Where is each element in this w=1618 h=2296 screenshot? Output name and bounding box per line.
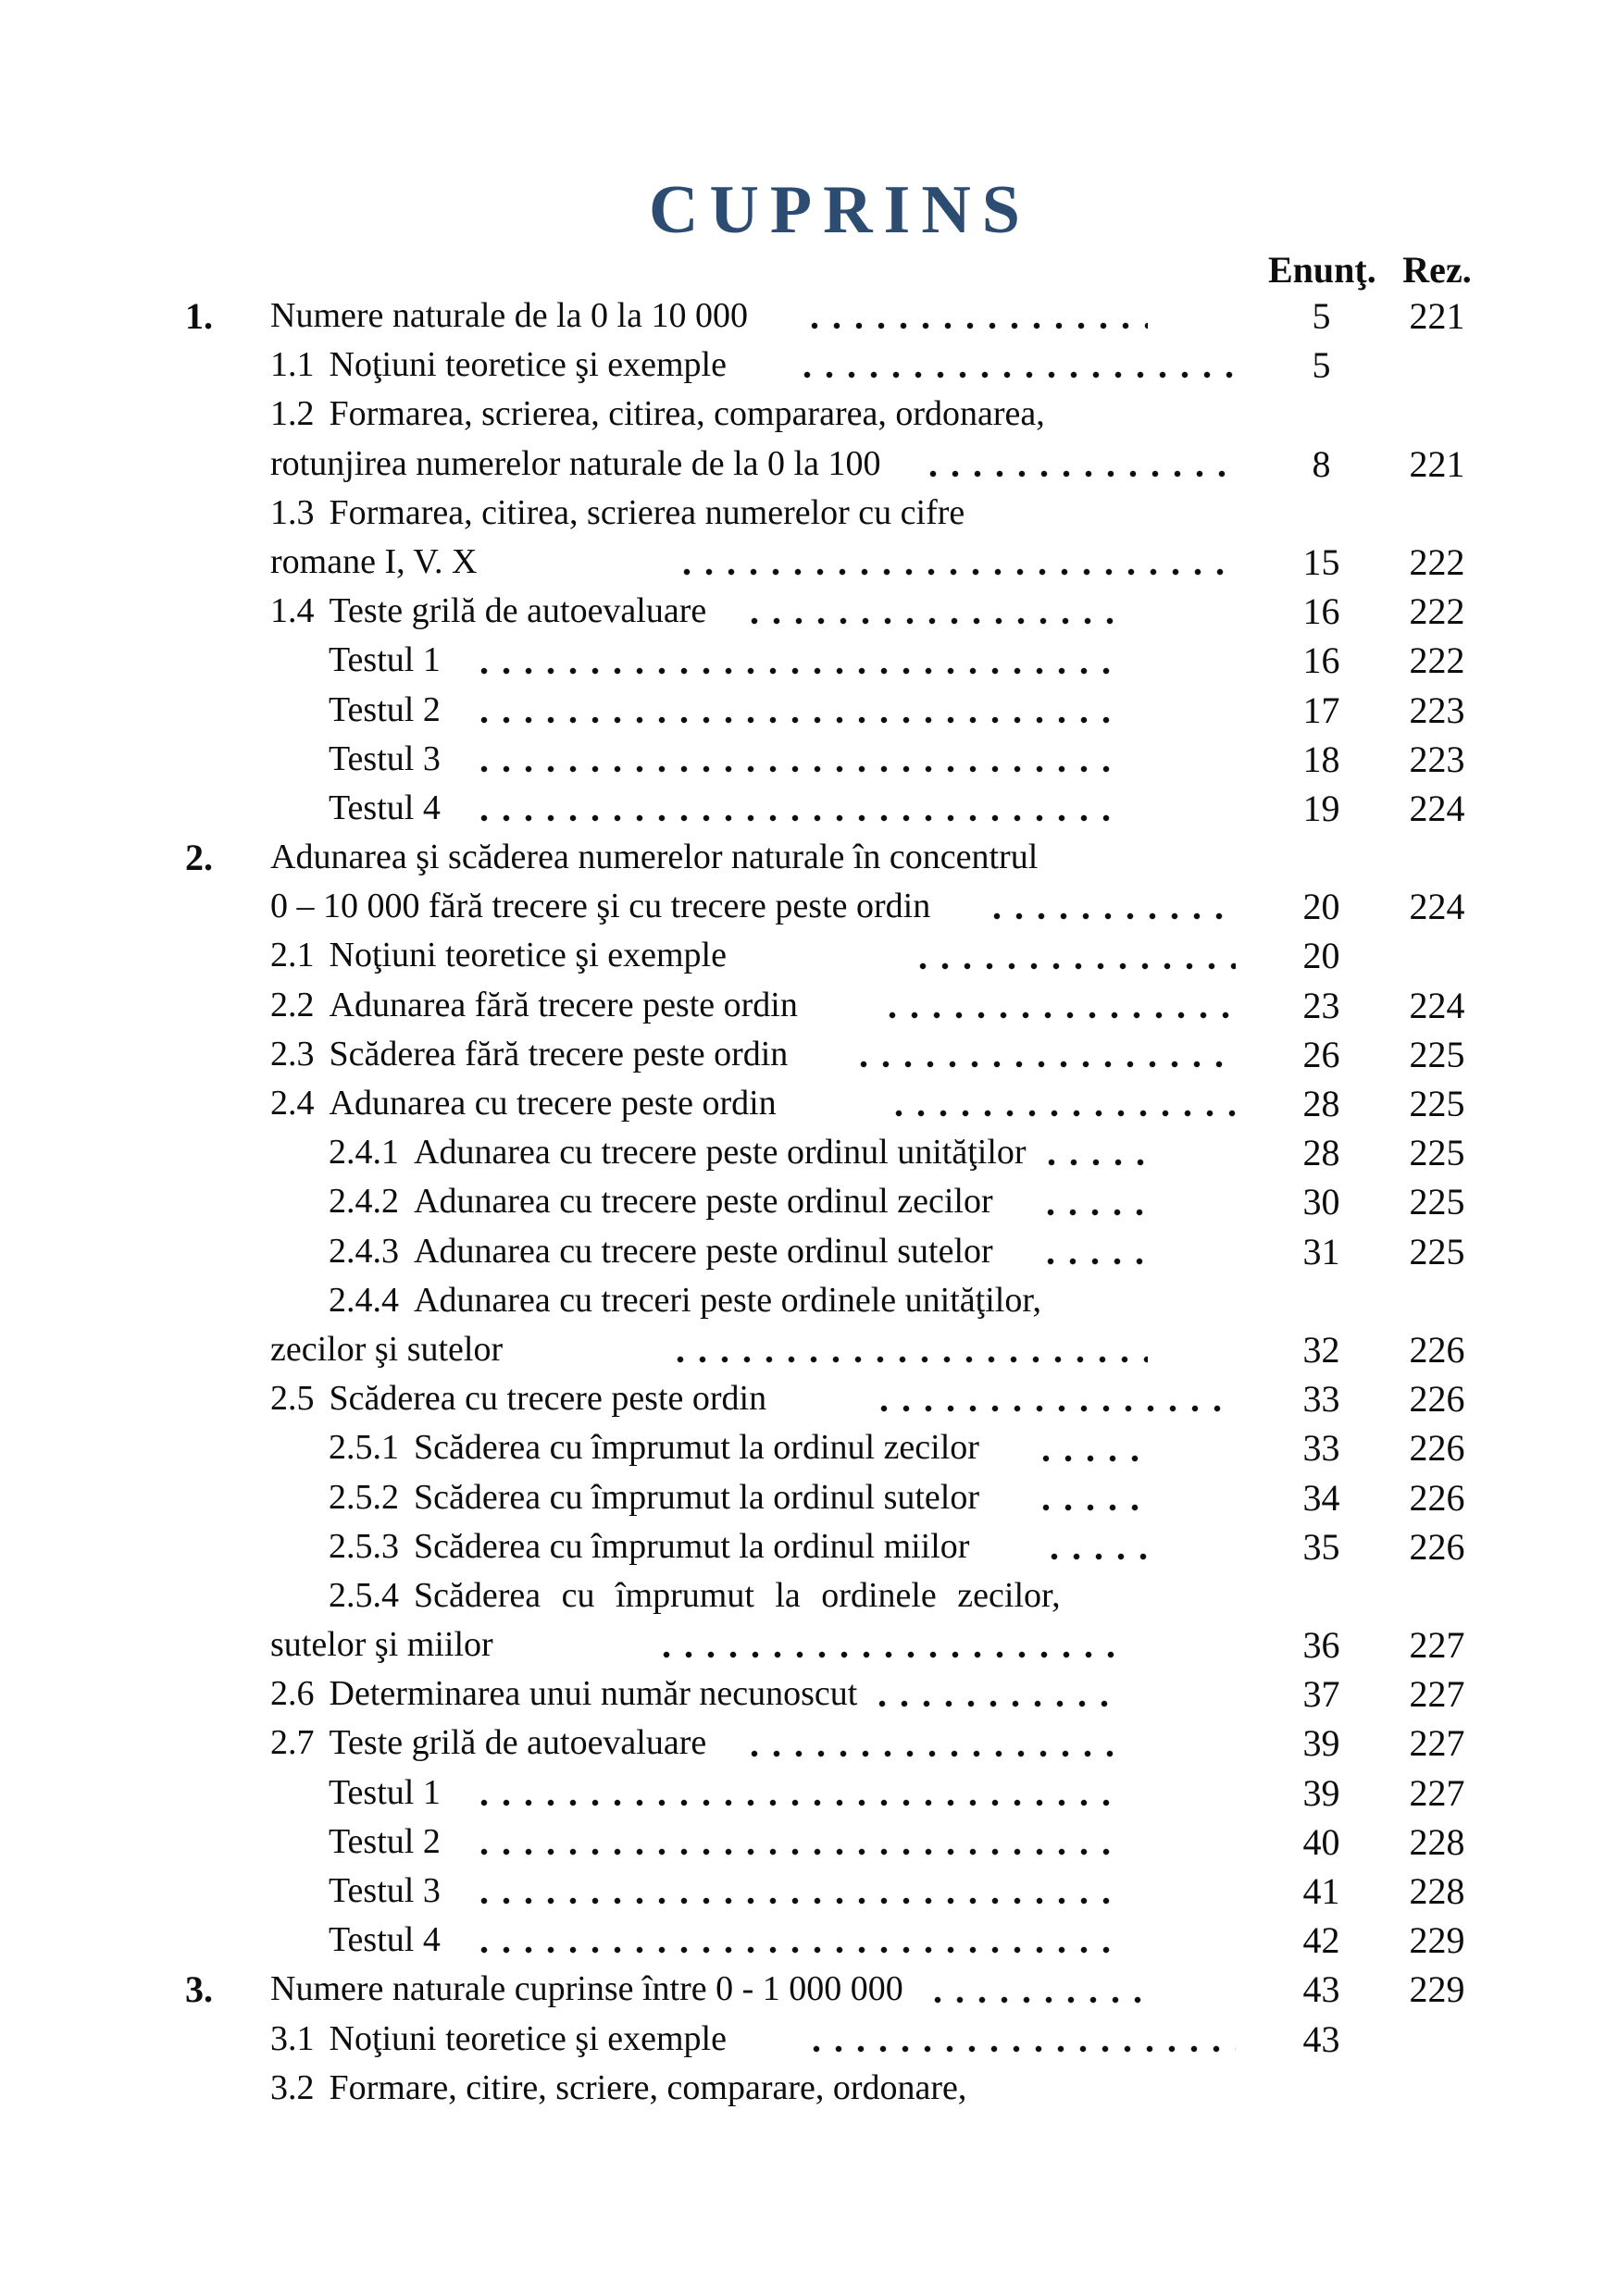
dot-leader xyxy=(1035,1453,1148,1464)
dot-leader xyxy=(873,1403,1236,1414)
chapter-number xyxy=(185,587,270,636)
entry-text: Testul 4 xyxy=(329,788,441,827)
chapter-number xyxy=(185,489,270,538)
entry-text: Testul 4 xyxy=(329,1920,441,1960)
chapter-number xyxy=(185,1916,270,1965)
entry-title-cell xyxy=(270,538,1240,587)
rez-page-number xyxy=(1379,931,1495,980)
enunt-page-number xyxy=(1268,390,1375,439)
entry-text: Testul 3 xyxy=(329,738,441,778)
entry-title-cell xyxy=(270,489,1240,538)
column-header-enunt: Enunţ. xyxy=(1268,249,1376,291)
dot-leader xyxy=(1040,1157,1148,1168)
chapter-number xyxy=(185,1177,270,1226)
dot-leader xyxy=(922,468,1236,479)
rez-page-number xyxy=(1379,1571,1495,1620)
enunt-page-number: 36 xyxy=(1302,1624,1340,1667)
chapter-number: 1. xyxy=(185,295,213,337)
entry-title-cell xyxy=(270,1620,1240,1669)
entry-text: zecilor şi sutelor xyxy=(270,1329,504,1369)
enunt-page-number: 37 xyxy=(1302,1673,1340,1716)
chapter-number xyxy=(185,538,270,587)
entry-title-cell xyxy=(270,833,1240,882)
entry-text: Testul 1 xyxy=(329,1772,441,1812)
rez-page-number: 221 xyxy=(1409,295,1465,337)
entry-text: Noţiuni teoretice şi exemple xyxy=(329,2018,727,2058)
entry-text: Adunarea cu treceri peste ordinele unităţilor, xyxy=(414,1280,1041,1320)
dot-leader xyxy=(803,320,1148,331)
rez-page-number: 224 xyxy=(1409,787,1465,829)
chapter-number xyxy=(185,2015,270,2064)
enunt-page-number: 35 xyxy=(1302,1525,1340,1568)
dot-leader xyxy=(853,1059,1236,1070)
chapter-number xyxy=(185,1620,270,1669)
toc-row xyxy=(185,1571,1495,1620)
rez-page-number: 222 xyxy=(1409,540,1465,583)
enunt-page-number: 43 xyxy=(1302,2017,1340,2060)
enunt-page-number: 15 xyxy=(1302,540,1340,583)
enunt-page-number: 43 xyxy=(1302,1968,1340,2011)
toc-row xyxy=(185,636,1495,685)
rez-page-number: 222 xyxy=(1409,639,1465,682)
chapter-number xyxy=(185,1128,270,1177)
enunt-page-number xyxy=(1268,1276,1375,1325)
chapter-number xyxy=(185,735,270,784)
column-header-rez: Rez. xyxy=(1402,249,1472,291)
entry-number: 2.5 xyxy=(270,1379,315,1419)
rez-page-number: 227 xyxy=(1409,1722,1465,1765)
rez-page-number: 222 xyxy=(1409,590,1465,633)
entry-title-cell xyxy=(270,981,1240,1030)
toc-row xyxy=(185,1916,1495,1965)
toc-row xyxy=(185,1818,1495,1867)
entry-title-cell xyxy=(270,1571,1240,1620)
toc-row xyxy=(185,981,1495,1030)
enunt-page-number: 31 xyxy=(1302,1230,1340,1272)
entry-number: 2.2 xyxy=(270,985,315,1024)
entry-title-cell xyxy=(270,1916,1240,1965)
entry-text: Scăderea cu trecere peste ordin xyxy=(329,1379,767,1419)
entry-title-cell xyxy=(270,636,1240,685)
entry-title-cell xyxy=(270,2015,1240,2064)
entry-text: Noţiuni teoretice şi exemple xyxy=(329,936,727,975)
toc-row xyxy=(185,390,1495,439)
entry-text: Scăderea cu împrumut la ordinul sutelor xyxy=(414,1477,979,1517)
entry-text: Testul 3 xyxy=(329,1871,441,1910)
entry-text: Adunarea şi scăderea numerelor naturale în concentrul xyxy=(270,838,1039,877)
enunt-page-number: 39 xyxy=(1302,1722,1340,1765)
enunt-page-number: 8 xyxy=(1312,442,1331,485)
entry-number: 2.7 xyxy=(270,1723,315,1763)
chapter-number xyxy=(185,1669,270,1719)
enunt-page-number: 19 xyxy=(1302,787,1340,829)
enunt-page-number: 33 xyxy=(1302,1427,1340,1470)
entry-number: 2.4.4 xyxy=(329,1280,399,1320)
entry-title-cell xyxy=(270,1867,1240,1916)
toc-row xyxy=(185,1867,1495,1916)
rez-page-number: 225 xyxy=(1409,1083,1465,1124)
entry-title-cell xyxy=(270,1522,1240,1571)
rez-page-number: 225 xyxy=(1409,1230,1465,1272)
toc-row xyxy=(185,1473,1495,1522)
enunt-page-number: 28 xyxy=(1302,1083,1340,1124)
rez-page-number: 226 xyxy=(1409,1378,1465,1421)
rez-page-number: 227 xyxy=(1409,1673,1465,1716)
toc-row xyxy=(185,833,1495,882)
rez-page-number xyxy=(1379,390,1495,439)
entry-text: Noţiuni teoretice şi exemple xyxy=(329,345,727,385)
chapter-number xyxy=(185,981,270,1030)
enunt-page-number xyxy=(1268,489,1375,538)
chapter-number xyxy=(185,1374,270,1423)
enunt-page-number xyxy=(1268,1571,1375,1620)
rez-page-number xyxy=(1379,1276,1495,1325)
entry-text: 0 – 10 000 fără trecere şi cu trecere peste ordin xyxy=(270,887,931,926)
dot-leader xyxy=(473,1895,1115,1906)
entry-title-cell xyxy=(270,292,1240,341)
rez-page-number: 226 xyxy=(1409,1427,1465,1470)
dot-leader xyxy=(473,813,1115,824)
chapter-number xyxy=(185,686,270,735)
rez-page-number: 225 xyxy=(1409,1033,1465,1075)
toc-row xyxy=(185,931,1495,980)
dot-leader xyxy=(805,2043,1236,2054)
dot-leader xyxy=(743,615,1115,627)
rez-page-number: 229 xyxy=(1409,1968,1465,2011)
entry-text: sutelor şi miilor xyxy=(270,1625,493,1665)
rez-page-number: 225 xyxy=(1409,1132,1465,1174)
dot-leader xyxy=(927,1994,1148,2005)
entry-number: 2.4.2 xyxy=(329,1182,399,1222)
entry-title-cell xyxy=(270,1423,1240,1472)
chapter-number xyxy=(185,1473,270,1522)
chapter-number xyxy=(185,931,270,980)
enunt-page-number: 5 xyxy=(1312,344,1331,387)
entry-title-cell xyxy=(270,882,1240,931)
entry-text: Testul 2 xyxy=(329,689,441,729)
entry-title-cell xyxy=(270,1079,1240,1128)
enunt-page-number: 28 xyxy=(1302,1132,1340,1174)
entry-number: 2.5.2 xyxy=(329,1477,399,1517)
header-spacer xyxy=(185,252,1268,289)
toc-row xyxy=(185,1522,1495,1571)
enunt-page-number: 16 xyxy=(1302,639,1340,682)
enunt-page-number: 18 xyxy=(1302,738,1340,780)
enunt-page-number: 16 xyxy=(1302,590,1340,633)
entry-title-cell xyxy=(270,686,1240,735)
rez-page-number: 229 xyxy=(1409,1919,1465,1962)
chapter-number xyxy=(185,784,270,833)
entry-text: rotunjirea numerelor naturale de la 0 la 100 xyxy=(270,443,881,483)
enunt-page-number: 41 xyxy=(1302,1870,1340,1912)
entry-text: romane I, V. X xyxy=(270,541,478,581)
toc-row xyxy=(185,1374,1495,1423)
entry-title-cell xyxy=(270,1818,1240,1867)
entry-number: 1.1 xyxy=(270,345,315,385)
enunt-page-number: 17 xyxy=(1302,689,1340,731)
entry-text: Testul 2 xyxy=(329,1821,441,1861)
entry-title-cell xyxy=(270,1965,1240,2014)
rez-page-number: 228 xyxy=(1409,1870,1465,1912)
toc-row xyxy=(185,686,1495,735)
toc-row xyxy=(185,341,1495,390)
entry-text: Formarea, citirea, scrierea numerelor cu cifre xyxy=(329,492,965,532)
entry-title-cell xyxy=(270,735,1240,784)
enunt-page-number: 30 xyxy=(1302,1181,1340,1223)
rez-page-number xyxy=(1379,2015,1495,2064)
entry-text: Teste grilă de autoevaluare xyxy=(329,1723,707,1763)
chapter-number xyxy=(185,1030,270,1079)
toc-row xyxy=(185,2015,1495,2064)
entry-number: 2.6 xyxy=(270,1674,315,1714)
dot-leader xyxy=(473,714,1115,726)
rez-page-number xyxy=(1379,489,1495,538)
toc-rows xyxy=(185,292,1495,2113)
toc-row xyxy=(185,784,1495,833)
entry-title-cell xyxy=(270,1030,1240,1079)
toc-row xyxy=(185,489,1495,538)
rez-page-number: 221 xyxy=(1409,442,1465,485)
rez-page-number: 226 xyxy=(1409,1328,1465,1371)
enunt-page-number: 32 xyxy=(1302,1328,1340,1371)
entry-title-cell xyxy=(270,341,1240,390)
entry-title-cell xyxy=(270,1669,1240,1719)
entry-title-cell xyxy=(270,1276,1240,1325)
toc-row xyxy=(185,1079,1495,1128)
enunt-page-number: 42 xyxy=(1302,1919,1340,1962)
toc-row xyxy=(185,1769,1495,1818)
enunt-page-number: 20 xyxy=(1302,935,1340,977)
toc-row xyxy=(185,882,1495,931)
entry-number: 3.1 xyxy=(270,2018,315,2058)
toc-row xyxy=(185,1620,1495,1669)
entry-number: 2.5.3 xyxy=(329,1526,399,1566)
enunt-page-number xyxy=(1268,2064,1375,2113)
rez-page-number: 223 xyxy=(1409,689,1465,731)
entry-title-cell xyxy=(270,1128,1240,1177)
dot-leader xyxy=(473,1846,1115,1857)
toc-row xyxy=(185,1030,1495,1079)
entry-title-cell xyxy=(270,390,1240,439)
dot-leader xyxy=(1043,1551,1148,1562)
entry-title-cell xyxy=(270,2064,1240,2113)
entry-text: Adunarea fără trecere peste ordin xyxy=(329,985,798,1024)
chapter-number xyxy=(185,1867,270,1916)
enunt-page-number: 40 xyxy=(1302,1820,1340,1863)
entry-text: Teste grilă de autoevaluare xyxy=(329,591,707,631)
chapter-number xyxy=(185,882,270,931)
toc-row xyxy=(185,1177,1495,1226)
dot-leader xyxy=(1039,1207,1148,1218)
toc-row xyxy=(185,538,1495,587)
entry-title-cell xyxy=(270,1769,1240,1818)
entry-text: Scăderea cu împrumut la ordinul zecilor xyxy=(414,1428,979,1468)
rez-page-number: 226 xyxy=(1409,1476,1465,1519)
entry-text: Numere naturale cuprinse între 0 - 1 000 000 xyxy=(270,1969,903,2009)
entry-number: 2.3 xyxy=(270,1034,315,1074)
entry-text: Testul 1 xyxy=(329,640,441,680)
entry-text: Numere naturale de la 0 la 10 000 xyxy=(270,296,748,335)
toc-row xyxy=(185,440,1495,489)
toc-row xyxy=(185,1128,1495,1177)
chapter-number xyxy=(185,1325,270,1374)
entry-text: Scăderea fără trecere peste ordin xyxy=(329,1034,789,1074)
chapter-number xyxy=(185,2064,270,2113)
rez-page-number: 225 xyxy=(1409,1181,1465,1223)
dot-leader xyxy=(473,1944,1115,1955)
chapter-number xyxy=(185,1522,270,1571)
entry-title-cell xyxy=(270,440,1240,489)
entry-number: 1.2 xyxy=(270,394,315,434)
entry-number: 2.1 xyxy=(270,936,315,975)
dot-leader xyxy=(743,1748,1115,1759)
enunt-page-number: 20 xyxy=(1302,886,1340,928)
entry-number: 1.3 xyxy=(270,492,315,532)
entry-text: Adunarea cu trecere peste ordinul zecilor xyxy=(414,1182,993,1222)
toc-row xyxy=(185,1325,1495,1374)
entry-text: Scăderea cu împrumut la ordinele zecilor, xyxy=(414,1575,1061,1615)
enunt-page-number: 26 xyxy=(1302,1033,1340,1075)
dot-leader xyxy=(986,911,1236,922)
entry-number: 3.2 xyxy=(270,2067,315,2107)
rez-page-number: 223 xyxy=(1409,738,1465,780)
chapter-number xyxy=(185,390,270,439)
entry-text: Adunarea cu trecere peste ordinul unităţilor xyxy=(414,1133,1027,1173)
dot-leader xyxy=(796,369,1236,380)
chapter-number xyxy=(185,341,270,390)
entry-number: 1.4 xyxy=(270,591,315,631)
dot-leader xyxy=(655,1649,1115,1660)
chapter-number xyxy=(185,440,270,489)
entry-title-cell xyxy=(270,931,1240,980)
entry-title-cell xyxy=(270,784,1240,833)
toc-row xyxy=(185,292,1495,341)
entry-title-cell xyxy=(270,1473,1240,1522)
entry-number: 2.4 xyxy=(270,1084,315,1123)
entry-text: Adunarea cu trecere peste ordin xyxy=(329,1084,777,1123)
entry-title-cell xyxy=(270,1227,1240,1276)
toc-row xyxy=(185,1719,1495,1768)
enunt-page-number: 33 xyxy=(1302,1378,1340,1421)
entry-title-cell xyxy=(270,1325,1240,1374)
chapter-number xyxy=(185,1571,270,1620)
chapter-number xyxy=(185,1079,270,1128)
entry-number: 2.4.3 xyxy=(329,1231,399,1271)
toc-row xyxy=(185,587,1495,636)
dot-leader xyxy=(912,961,1236,972)
toc-row xyxy=(185,1423,1495,1472)
rez-page-number: 226 xyxy=(1409,1525,1465,1568)
chapter-number xyxy=(185,636,270,685)
entry-number: 2.4.1 xyxy=(329,1133,399,1173)
entry-title-cell xyxy=(270,1177,1240,1226)
entry-text: Scăderea cu împrumut la ordinul miilor xyxy=(414,1526,970,1566)
entry-number: 2.5.1 xyxy=(329,1428,399,1468)
dot-leader xyxy=(473,1797,1115,1808)
chapter-number xyxy=(185,1227,270,1276)
entry-number: 2.5.4 xyxy=(329,1575,399,1615)
entry-title-cell xyxy=(270,1719,1240,1768)
entry-title-cell xyxy=(270,1374,1240,1423)
dot-leader xyxy=(881,1010,1236,1021)
toc-row xyxy=(185,1276,1495,1325)
toc-row xyxy=(185,1669,1495,1719)
rez-page-number xyxy=(1379,2064,1495,2113)
chapter-number: 3. xyxy=(185,1968,213,2011)
rez-page-number: 224 xyxy=(1409,886,1465,928)
dot-leader xyxy=(473,763,1115,775)
toc-row xyxy=(185,735,1495,784)
enunt-page-number: 23 xyxy=(1302,984,1340,1026)
rez-page-number: 228 xyxy=(1409,1820,1465,1863)
entry-title-cell xyxy=(270,587,1240,636)
enunt-page-number xyxy=(1268,833,1375,882)
chapter-number xyxy=(185,1276,270,1325)
dot-leader xyxy=(1039,1256,1148,1267)
chapter-number xyxy=(185,1818,270,1867)
dot-leader xyxy=(473,665,1115,676)
enunt-page-number: 39 xyxy=(1302,1771,1340,1814)
entry-text: Formare, citire, scriere, comparare, ordonare, xyxy=(329,2067,967,2107)
dot-leader xyxy=(871,1698,1115,1709)
rez-page-number: 227 xyxy=(1409,1624,1465,1667)
dot-leader xyxy=(669,1354,1148,1365)
rez-page-number: 227 xyxy=(1409,1771,1465,1814)
rez-page-number xyxy=(1379,833,1495,882)
entry-text: Adunarea cu trecere peste ordinul sutelor xyxy=(414,1231,993,1271)
enunt-page-number: 5 xyxy=(1312,295,1331,337)
entry-text: Determinarea unui număr necunoscut xyxy=(329,1674,858,1714)
chapter-number: 2. xyxy=(185,837,213,879)
enunt-page-number: 34 xyxy=(1302,1476,1340,1519)
dot-leader xyxy=(1035,1502,1148,1513)
column-headers xyxy=(185,249,1495,291)
toc-row xyxy=(185,2064,1495,2113)
dot-leader xyxy=(676,566,1236,577)
dot-leader xyxy=(888,1108,1236,1119)
chapter-number xyxy=(185,1769,270,1818)
page-title: CUPRINS xyxy=(649,172,1031,248)
chapter-number xyxy=(185,1719,270,1768)
rez-page-number xyxy=(1379,341,1495,390)
toc-row xyxy=(185,1965,1495,2014)
rez-page-number: 224 xyxy=(1409,984,1465,1026)
toc-row xyxy=(185,1227,1495,1276)
entry-text: Formarea, scrierea, citirea, compararea, ordonarea, xyxy=(329,394,1045,434)
chapter-number xyxy=(185,1423,270,1472)
